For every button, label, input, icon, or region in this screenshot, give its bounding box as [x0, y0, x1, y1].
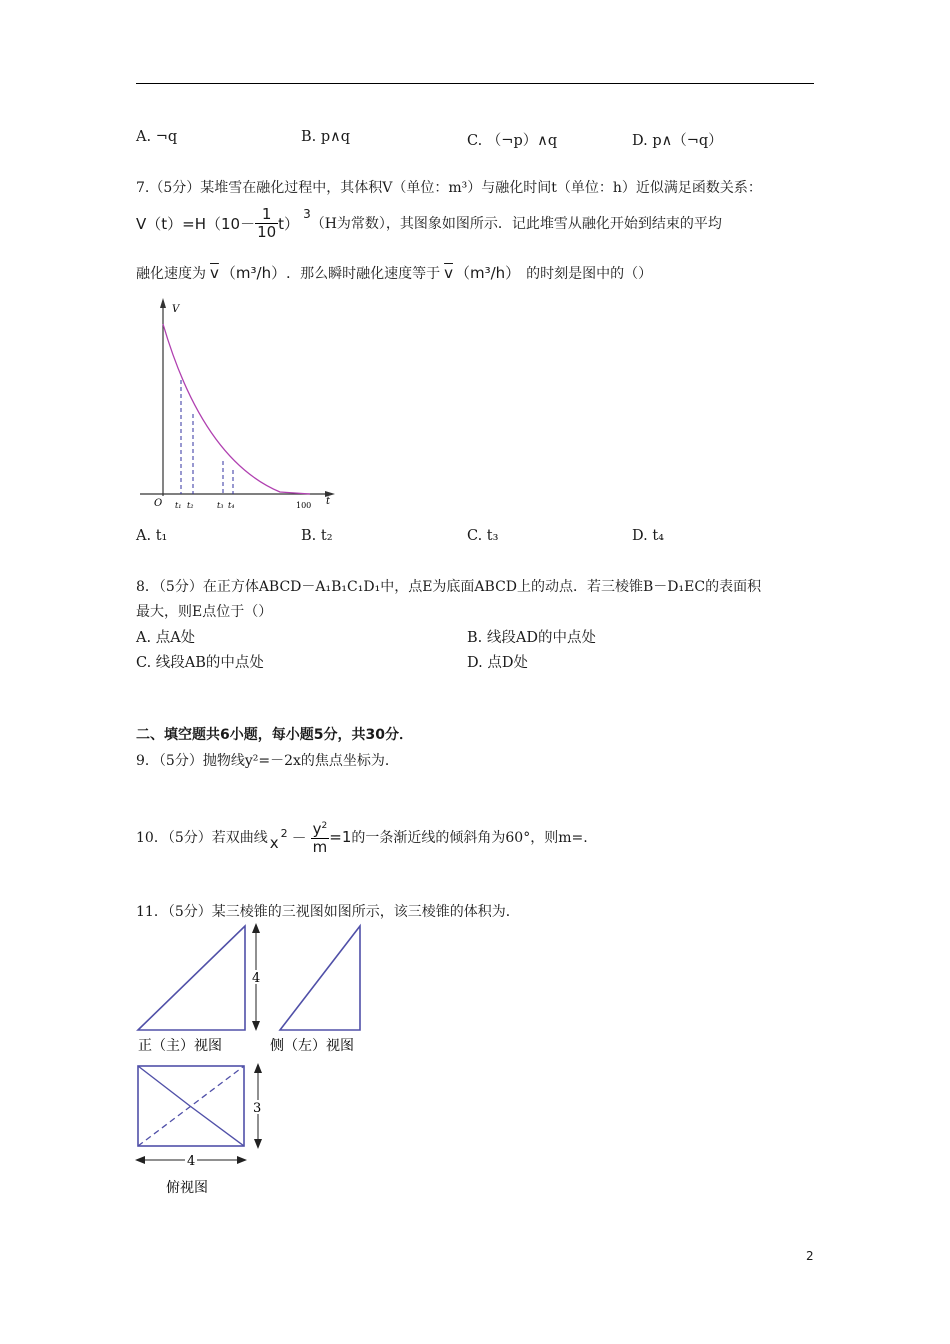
q7-line3-c: 的时刻是图中的（） [526, 265, 653, 282]
graph-tick-t3: t₃ [217, 501, 224, 510]
graph-tick-t4: t₄ [228, 501, 235, 510]
q6-option-c: C. （¬p）∧q [467, 133, 558, 149]
front-view-label: 正（主）视图 [138, 1038, 222, 1054]
top-view-width-arrow-right [237, 1156, 247, 1164]
side-view-label: 侧（左）视图 [270, 1038, 354, 1054]
front-view-dim-arrow-bottom [252, 1021, 260, 1031]
front-view-dim-arrow-top [252, 923, 260, 933]
q10-fraction [311, 818, 330, 856]
q10-num-exp: 2 [321, 821, 328, 831]
side-view-triangle [280, 926, 360, 1030]
graph-tick-t2: t₂ [187, 501, 194, 510]
q7-option-a: A. t₁ [136, 528, 168, 544]
q7-line3-a: 融化速度为 [136, 265, 206, 282]
front-view-dim-label: 4 [252, 971, 261, 986]
q8-stem-line1: 8．（5分）在正方体ABCD－A₁B₁C₁D₁中，点E为底面ABCD上的动点．若三棱锥B－D₁EC的表面积 [136, 579, 762, 595]
q10-frac-num [311, 818, 330, 839]
q10-minus: － [291, 828, 307, 847]
q7-vbar-1: $\overline{v}$ [210, 263, 219, 282]
q7-option-b: B. t₂ [301, 528, 333, 544]
q7-exponent: 3 [303, 207, 311, 221]
q7-frac-num: 1 [255, 206, 278, 224]
q10-frac-den: m [312, 838, 328, 856]
q7-formula-left: V（t）=H（10－ [136, 214, 256, 233]
q9-stem: 9．（5分）抛物线y²=－2x的焦点坐标为． [136, 753, 399, 769]
top-view-width-label: 4 [187, 1154, 196, 1169]
q7-stem-line3 [136, 262, 652, 283]
q7-unit-2: （m³/h） [454, 264, 521, 282]
q11-three-views [130, 920, 390, 1200]
section-2-title: 二、填空题共6小题，每小题5分，共30分． [136, 727, 413, 743]
q7-formula-right: t） [278, 214, 300, 233]
graph-curve [163, 324, 310, 494]
q7-fraction [255, 206, 278, 241]
graph-tick-t1: t₁ [175, 501, 182, 510]
graph-y-arrow [160, 298, 166, 308]
page-number: 2 [806, 1249, 814, 1263]
graph-y-label: V [172, 304, 180, 315]
q6-option-b: B. p∧q [301, 129, 351, 145]
q7-line3-b: ．那么瞬时融化速度等于 [286, 265, 441, 282]
graph-x-label: t [326, 496, 331, 507]
q10-x-exp: 2 [280, 826, 288, 840]
top-view-width-arrow-left [135, 1156, 145, 1164]
q8-option-b: B. 线段AD的中点处 [467, 630, 596, 646]
q7-frac-den: 10 [257, 222, 277, 241]
q6-option-a: A. ¬q [136, 129, 178, 145]
q8-option-a: A. 点A处 [136, 630, 196, 646]
q10-num-y: y [312, 820, 322, 838]
q10-prefix: 10．（5分）若双曲线 [136, 830, 268, 846]
top-view-solid-diagonal-2 [190, 1106, 244, 1146]
q7-stem-line2-tail: （H为常数），其图象如图所示．记此堆雪从融化开始到结束的平均 [310, 216, 722, 232]
top-view-height-arrow-bottom [254, 1139, 262, 1149]
q10-x: x [269, 834, 279, 852]
q11-stem: 11．（5分）某三棱锥的三视图如图所示，该三棱锥的体积为． [136, 904, 520, 920]
q7-vbar-2: $\overline{v}$ [444, 263, 453, 282]
q7-option-d: D. t₄ [632, 528, 664, 544]
q8-option-d: D. 点D处 [467, 655, 528, 671]
top-view-height-label: 3 [253, 1101, 262, 1116]
graph-end-label: 100 [296, 501, 312, 510]
q7-option-c: C. t₃ [467, 528, 499, 544]
q7-formula-line [136, 201, 722, 245]
front-view-triangle [138, 926, 245, 1030]
q8-option-c: C. 线段AB的中点处 [136, 655, 264, 671]
q10-stem [136, 812, 588, 862]
header-rule [136, 83, 814, 84]
top-view-label: 俯视图 [166, 1180, 208, 1196]
q7-decay-graph [130, 296, 345, 518]
q7-unit-1: （m³/h） [220, 264, 287, 282]
graph-origin-label: O [154, 498, 163, 509]
top-view-height-arrow-top [254, 1063, 262, 1073]
top-view-solid-diagonal [138, 1066, 190, 1106]
q6-option-d: D. p∧（¬q） [632, 133, 723, 149]
q7-stem-line1: 7.（5分）某堆雪在融化过程中，其体积V（单位：m³）与融化时间t（单位：h）近似满足函数关系： [136, 180, 762, 196]
q8-stem-line2: 最大，则E点位于（） [136, 604, 273, 620]
q10-eq: =1 [329, 828, 352, 846]
q10-suffix: 的一条渐近线的倾斜角为60°，则m=. [351, 830, 588, 846]
